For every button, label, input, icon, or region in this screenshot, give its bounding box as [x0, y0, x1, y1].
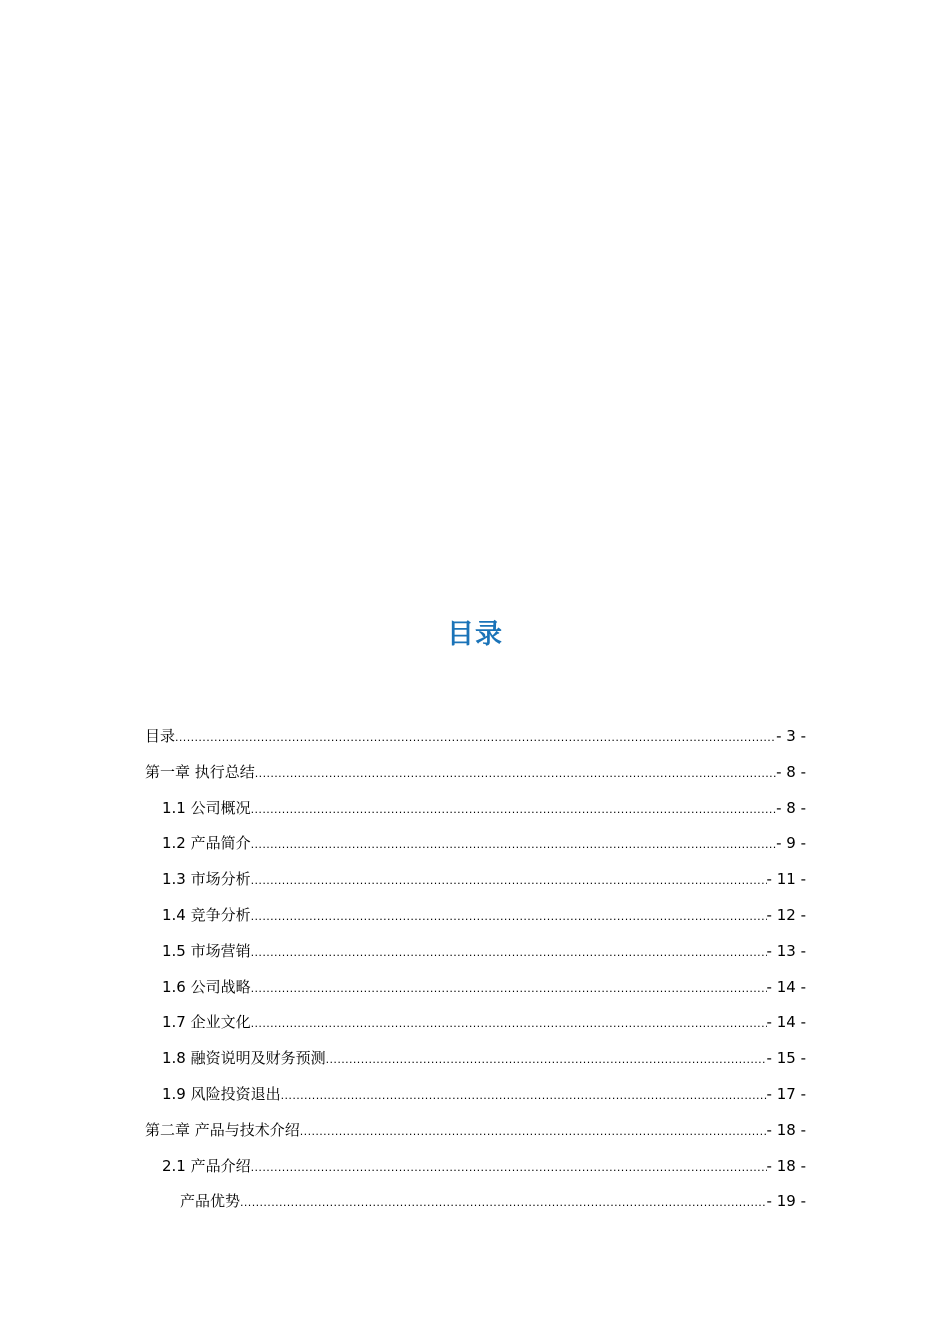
toc-entry[interactable] [145, 719, 806, 755]
toc-entry-label: 1.9 风险投资退出 [162, 1084, 281, 1103]
toc-entry-label: 目录 [145, 727, 176, 745]
toc-leader-dots [251, 1150, 767, 1186]
toc-entry-page: - 9 - [776, 834, 806, 853]
toc-entry[interactable] [145, 755, 806, 791]
toc-leader-dots [251, 863, 767, 899]
toc-entry-label: 1.1 公司概况 [162, 798, 251, 817]
toc-entry[interactable] [145, 1184, 806, 1220]
toc-entry-page: - 12 - [766, 905, 806, 924]
toc-entry-page: - 14 - [766, 977, 806, 996]
toc-entry[interactable] [145, 1041, 806, 1077]
toc-entry-page: - 15 - [766, 1049, 806, 1068]
toc-leader-dots [251, 971, 767, 1007]
toc-leader-dots [240, 1185, 767, 1221]
toc-entry-page: - 14 - [766, 1013, 806, 1032]
toc-entry-page: - 8 - [776, 798, 806, 817]
toc-entry-page: - 17 - [766, 1084, 806, 1103]
toc-entry[interactable] [145, 791, 806, 827]
toc-entry-label: 1.2 产品简介 [162, 834, 251, 853]
toc-entry-page: - 13 - [766, 941, 806, 960]
table-of-contents [145, 719, 806, 1220]
toc-entry[interactable] [145, 1149, 806, 1185]
toc-entry-label: 2.1 产品介绍 [162, 1156, 251, 1175]
toc-entry-page: - 18 - [766, 1156, 806, 1175]
toc-entry[interactable] [145, 1005, 806, 1041]
toc-entry-page: - 3 - [776, 727, 806, 745]
toc-entry-label: 1.6 公司战略 [162, 977, 251, 996]
toc-leader-dots [251, 827, 776, 863]
toc-heading: 目录 [447, 619, 503, 650]
toc-leader-dots [251, 792, 776, 828]
toc-entry[interactable] [145, 1077, 806, 1113]
toc-entry[interactable] [145, 970, 806, 1006]
toc-leader-dots [281, 1078, 767, 1114]
toc-entry-label: 第二章 产品与技术介绍 [145, 1120, 300, 1139]
toc-entry-page: - 11 - [766, 870, 806, 889]
toc-entry-page: - 18 - [766, 1120, 806, 1139]
toc-entry[interactable] [145, 934, 806, 970]
toc-entry-label: 1.5 市场营销 [162, 941, 251, 960]
toc-leader-dots [251, 899, 767, 935]
toc-entry-label: 1.3 市场分析 [162, 870, 251, 889]
toc-leader-dots [251, 1006, 767, 1042]
toc-entry-label: 1.7 企业文化 [162, 1013, 251, 1032]
toc-leader-dots [326, 1042, 767, 1078]
toc-entry-page: - 19 - [766, 1192, 806, 1211]
toc-leader-dots [251, 935, 767, 971]
toc-entry[interactable] [145, 1113, 806, 1149]
toc-entry-label: 产品优势 [180, 1192, 241, 1211]
toc-entry[interactable] [145, 826, 806, 862]
toc-entry[interactable] [145, 898, 806, 934]
toc-leader-dots [255, 756, 776, 792]
toc-entry-page: - 8 - [776, 762, 806, 781]
toc-leader-dots [175, 720, 776, 756]
toc-entry-label: 1.4 竞争分析 [162, 905, 251, 924]
toc-leader-dots [300, 1114, 767, 1150]
toc-entry-label: 第一章 执行总结 [145, 762, 255, 781]
toc-entry[interactable] [145, 862, 806, 898]
toc-entry-label: 1.8 融资说明及财务预测 [162, 1049, 326, 1068]
